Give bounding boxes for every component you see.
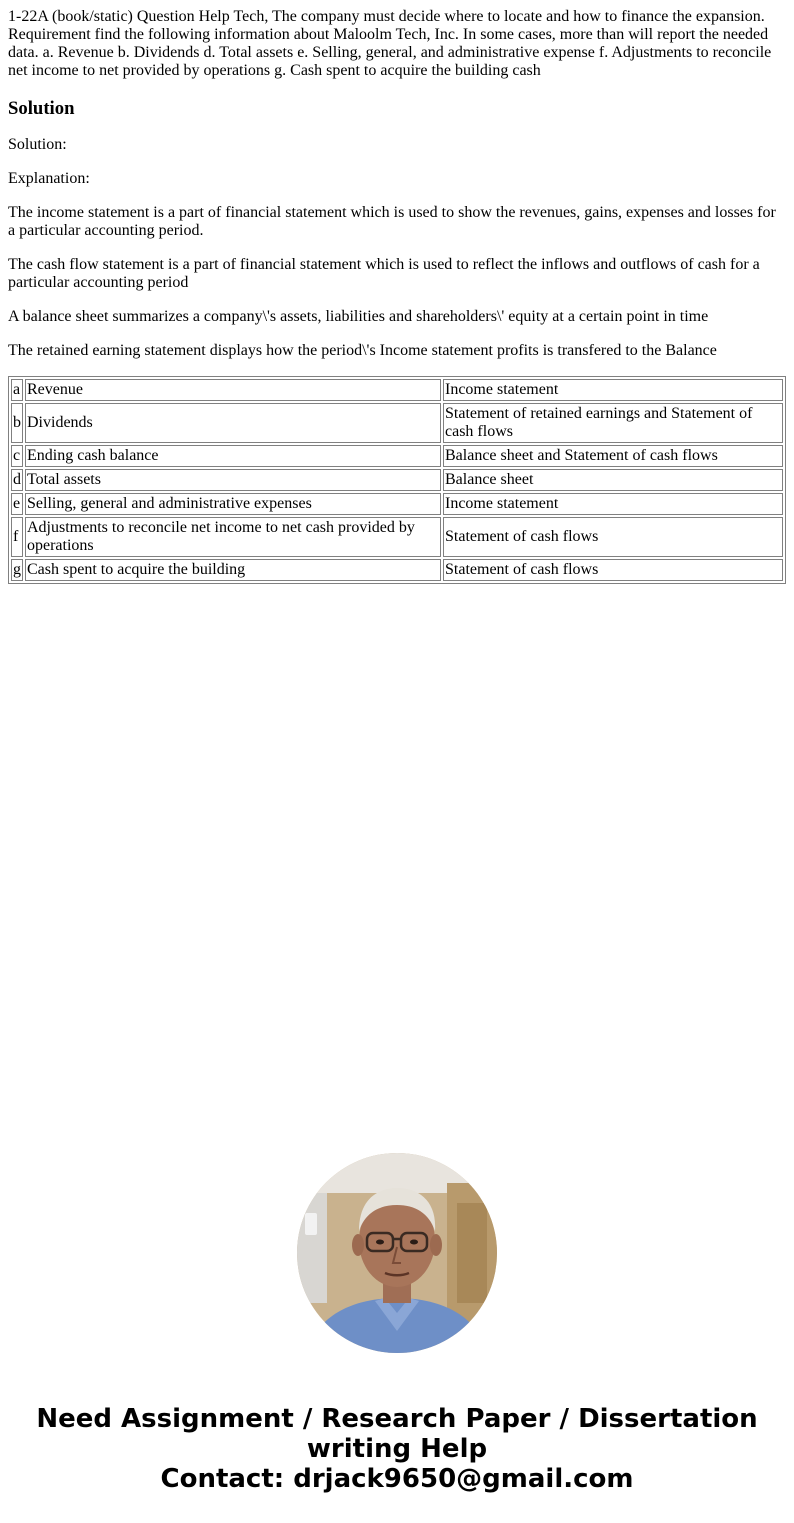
promo-banner	[0, 1404, 794, 1494]
row-statement: Income statement	[443, 493, 783, 515]
promo-line-2: writing Help	[306, 1434, 488, 1464]
table-row	[11, 493, 783, 515]
explanation-income-statement: The income statement is a part of financial statement which is used to show the revenues, gains, expenses and losses for a particular accounting period.	[8, 204, 776, 239]
document-body	[8, 8, 786, 584]
row-item: Adjustments to reconcile net income to net cash provided by operations	[25, 517, 441, 557]
answer-table	[8, 376, 786, 584]
table-row	[11, 379, 783, 401]
row-key: f	[11, 517, 23, 557]
table-row	[11, 517, 783, 557]
row-statement: Income statement	[443, 379, 783, 401]
row-item: Revenue	[25, 379, 441, 401]
table-row	[11, 403, 783, 443]
person-portrait-icon	[297, 1153, 497, 1353]
row-item: Total assets	[25, 469, 441, 491]
row-item: Dividends	[25, 403, 441, 443]
table-row	[11, 445, 783, 467]
row-key: g	[11, 559, 23, 581]
promo-contact: Contact: drjack9650@gmail.com	[160, 1464, 634, 1494]
explanation-balance-sheet: A balance sheet summarizes a company\'s assets, liabilities and shareholders\' equity at a certain point in time	[8, 308, 709, 325]
row-key: e	[11, 493, 23, 515]
table-row	[11, 469, 783, 491]
row-statement: Statement of retained earnings and Statement of cash flows	[443, 403, 783, 443]
question-text: 1-22A (book/static) Question Help Tech, The company must decide where to locate and how to finance the expansion. Requirement find the following information about Maloolm Tech, Inc. In some cases, more than will report the needed data. a. Revenue b. Dividends d. Total assets e. Selling, general, and administrative expense f. Adjustments to reconcile net income to net provided by operations g. Cash spent to acquire the building cash	[8, 8, 772, 79]
row-statement: Balance sheet and Statement of cash flows	[443, 445, 783, 467]
row-item: Cash spent to acquire the building	[25, 559, 441, 581]
row-item: Ending cash balance	[25, 445, 441, 467]
row-statement: Statement of cash flows	[443, 517, 783, 557]
explanation-cash-flow-statement: The cash flow statement is a part of financial statement which is used to reflect the inflows and outflows of cash for a particular accounting period	[8, 256, 760, 291]
row-key: d	[11, 469, 23, 491]
row-statement: Statement of cash flows	[443, 559, 783, 581]
row-key: a	[11, 379, 23, 401]
row-item: Selling, general and administrative expenses	[25, 493, 441, 515]
explanation-label: Explanation:	[8, 170, 90, 187]
solution-heading: Solution	[8, 98, 75, 119]
solution-label: Solution:	[8, 136, 67, 153]
avatar	[297, 1153, 497, 1353]
table-row	[11, 559, 783, 581]
row-key: b	[11, 403, 23, 443]
promo-line-1: Need Assignment / Research Paper / Dissertation	[36, 1404, 758, 1434]
row-statement: Balance sheet	[443, 469, 783, 491]
explanation-retained-earnings: The retained earning statement displays how the period\'s Income statement profits is transfered to the Balance	[8, 342, 717, 359]
row-key: c	[11, 445, 23, 467]
